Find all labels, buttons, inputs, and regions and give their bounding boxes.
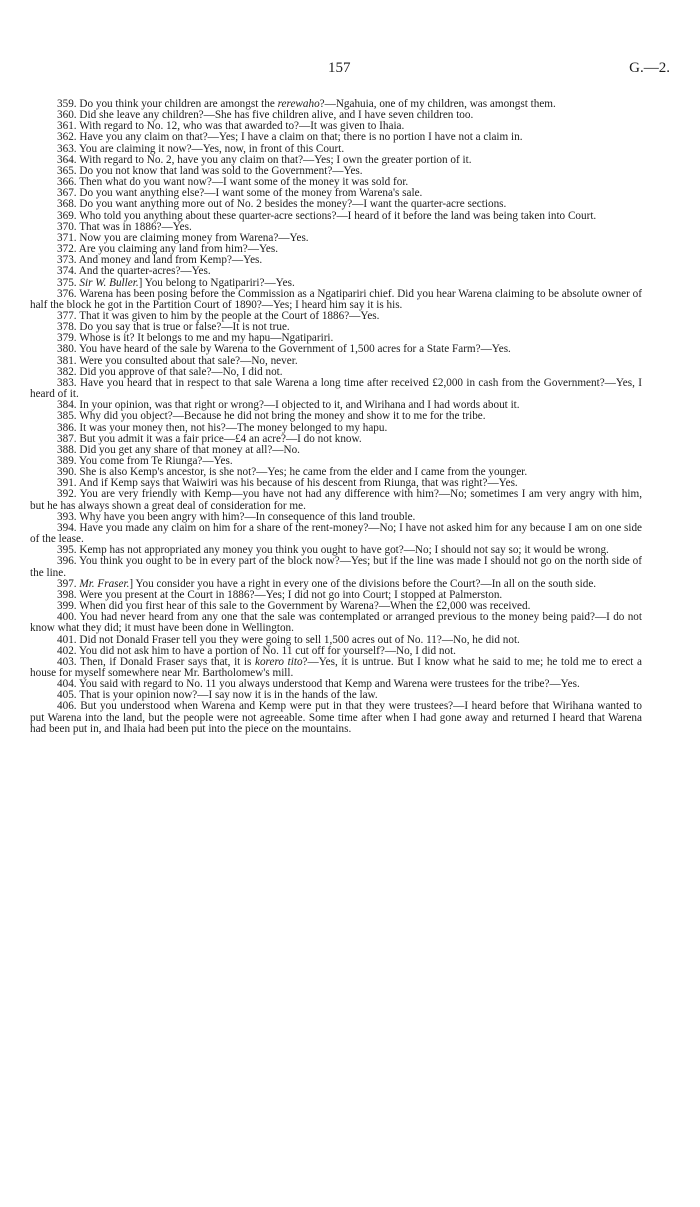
paragraph-number: 383. — [57, 376, 77, 389]
document-reference: G.—2. — [629, 60, 670, 76]
question-answer-paragraph — [30, 489, 642, 511]
paragraph-text: Were you consulted about that sale?—No, never. — [79, 354, 298, 367]
question-answer-paragraph — [30, 701, 642, 734]
paragraph-text: Do you want anything else?—I want some of the money from Warena's sale. — [79, 187, 423, 200]
paragraph-number: 403. — [57, 655, 77, 668]
paragraph-number: 402. — [57, 644, 77, 657]
paragraph-number: 360. — [57, 109, 77, 122]
paragraph-text: But you understood when Warena and Kemp were put in that they were trustees?—I heard before that Wirihana wanted to put Warena into the land, but the people were not agreeable. Some time after when I had gone away and returned I heard that Warena had been put in, and Ihaia had been put into the piece on the mountains. — [30, 700, 643, 735]
paragraph-text: Were you present at the Court in 1886?—Yes; I did not go into Court; I stopped at Palmerston. — [79, 588, 503, 601]
paragraph-text: ?—Yes, it is untrue. But I know what he said to me; he told me to erect a house for myself somewhere near Mr. Bartholomew's mill. — [30, 655, 642, 679]
question-answer-paragraph — [30, 657, 642, 679]
paragraph-text: You have heard of the sale by Warena to the Government of 1,500 acres for a State Farm?—Yes. — [78, 343, 511, 356]
paragraph-number: 399. — [57, 600, 77, 613]
paragraph-number: 371. — [57, 231, 77, 244]
paragraph-text: Have you heard that in respect to that sale Warena a long time after received £2,000 in cash from the Government?—Yes, I heard of it. — [30, 376, 642, 401]
paragraph-text: Do you not know that land was sold to the Government?—Yes. — [79, 164, 363, 177]
paragraph-text: Now you are claiming money from Warena?—Yes. — [79, 231, 309, 244]
paragraph-number: 382. — [57, 365, 77, 378]
paragraph-text: With regard to No. 12, who was that awarded to?—It was given to Ihaia. — [79, 120, 405, 133]
paragraph-text: You had never heard from any one that the sale was contemplated or arranged previous to the money being paid?—I do not know what they did; it must have been done in Wellington. — [30, 611, 642, 635]
question-answer-paragraph — [30, 612, 642, 634]
paragraph-number: 379. — [57, 332, 77, 345]
paragraph-text: Have you any claim on that?—Yes; I have a claim on that; there is no portion I have not a claim in. — [79, 131, 523, 144]
paragraph-text: Then, if Donald Fraser says that, it is — [80, 655, 255, 668]
paragraph-text: That is your opinion now?—I say now it is in the hands of the law. — [79, 689, 378, 702]
paragraph-number: 390. — [57, 466, 77, 479]
paragraph-number: 367. — [57, 187, 77, 200]
paragraph-number: 397. — [57, 577, 77, 590]
paragraph-number: 385. — [57, 410, 77, 423]
paragraph-text: Are you claiming any land from him?—Yes. — [78, 243, 279, 256]
page-number: 157 — [328, 60, 351, 76]
paragraph-number: 389. — [57, 455, 77, 467]
paragraph-text: Did you get any share of that money at all?—No. — [79, 443, 300, 456]
paragraph-number: 396. — [57, 555, 77, 568]
paragraph-text: You did not ask him to have a portion of No. 11 cut off for yourself?—No, I did not. — [78, 644, 456, 657]
italic-text: Mr. Fraser. — [79, 577, 130, 590]
paragraph-text: ?—Ngahuia, one of my children, was amongst them. — [319, 98, 556, 110]
paragraph-text: ] You consider you have a right in every one of the divisions before the Court?—In all on the south side. — [129, 577, 597, 590]
paragraph-number: 373. — [57, 254, 77, 267]
paragraph-number: 395. — [57, 544, 77, 557]
paragraph-text: That was in 1886?—Yes. — [79, 220, 192, 233]
paragraph-number: 391. — [57, 477, 77, 490]
paragraph-text: ] You belong to Ngatipariri?—Yes. — [138, 276, 295, 289]
italic-text: Sir W. Buller. — [79, 276, 139, 289]
paragraph-number: 364. — [57, 153, 77, 166]
question-answer-paragraph — [30, 556, 642, 578]
paragraph-text: With regard to No. 2, have you any claim on that?—Yes; I own the greater portion of it. — [79, 153, 472, 166]
paragraph-number: 368. — [57, 198, 77, 211]
paragraph-number: 384. — [57, 399, 77, 412]
paragraph-text: Do you say that is true or false?—It is not true. — [79, 321, 290, 334]
paragraph-text: You are claiming it now?—Yes, now, in front of this Court. — [78, 142, 345, 155]
italic-text: rerewaho — [277, 98, 320, 110]
paragraph-text: Who told you anything about these quarter-acre sections?—I heard of it before the land was being taken into Court. — [79, 209, 597, 222]
paragraph-text: You are very friendly with Kemp—you have not had any difference with him?—No; sometimes I am very angry with him, but he has always shown a great deal of consideration for me. — [30, 488, 642, 512]
paragraph-number: 362. — [57, 131, 77, 144]
paragraph-text: Have you made any claim on him for a share of the rent-money?—No; I have not asked him for any because I am on one side of the lease. — [30, 521, 643, 546]
paragraph-text: And if Kemp says that Waiwiri was his because of his descent from Riunga, that was right?—Yes. — [78, 477, 518, 490]
paragraph-text: In your opinion, was that right or wrong?—I objected to it, and Wirihana and I had words about it. — [79, 399, 520, 412]
paragraph-text: Why did you object?—Because he did not bring the money and show it to me for the tribe. — [79, 410, 486, 423]
paragraph-number: 405. — [57, 689, 77, 702]
paragraph-text: Warena has been posing before the Commission as a Ngatipariri chief. Did you hear Warena claiming to be absolute owner of half the block he got in the Partition Court of 1890?—Yes; I heard him say it is his. — [30, 287, 642, 311]
question-answer-paragraph — [30, 523, 642, 545]
paragraph-number: 380. — [57, 343, 77, 356]
paragraph-text: You come from Te Riunga?—Yes. — [78, 455, 233, 467]
paragraph-number: 377. — [57, 309, 77, 322]
paragraph-text: You said with regard to No. 11 you always understood that Kemp and Warena were trustees for the tribe?—Yes. — [78, 678, 580, 691]
paragraph-text: Why have you been angry with him?—In consequence of this land trouble. — [79, 510, 416, 523]
body-text — [30, 99, 642, 735]
paragraph-number: 388. — [57, 443, 77, 456]
paragraph-text: Whose is it? It belongs to me and my hapu—Ngatipariri. — [79, 332, 334, 345]
question-answer-paragraph — [30, 378, 642, 400]
paragraph-text: It was your money then, not his?—The money belonged to my hapu. — [79, 421, 388, 434]
italic-text: korero tito — [255, 655, 303, 668]
paragraph-text: You think you ought to be in every part of the block now?—Yes; but if the line was made I should not go on the north side of the line. — [30, 555, 642, 579]
paragraph-number: 401. — [57, 633, 77, 646]
paragraph-number: 369. — [57, 209, 77, 222]
paragraph-text: And money and land from Kemp?—Yes. — [78, 254, 263, 267]
paragraph-number: 372. — [57, 243, 77, 256]
paragraph-number: 398. — [57, 588, 77, 601]
paragraph-number: 393. — [57, 510, 77, 523]
paragraph-number: 392. — [57, 488, 77, 501]
paragraph-number: 363. — [57, 142, 77, 155]
paragraph-number: 366. — [57, 176, 77, 189]
paragraph-text: She is also Kemp's ancestor, is she not?—Yes; he came from the elder and I came from the younger. — [79, 466, 528, 479]
paragraph-text: And the quarter-acres?—Yes. — [78, 265, 211, 278]
paragraph-number: 386. — [57, 421, 77, 434]
paragraph-text: Did she leave any children?—She has five children alive, and I have seven children too. — [79, 109, 474, 122]
paragraph-text: But you admit it was a fair price—£4 an acre?—I do not know. — [79, 432, 362, 445]
question-answer-paragraph — [30, 289, 642, 311]
paragraph-number: 404. — [57, 678, 77, 691]
paragraph-number: 365. — [57, 164, 77, 177]
paragraph-number: 375. — [57, 276, 77, 289]
paragraph-text: That it was given to him by the people at the Court of 1886?—Yes. — [79, 309, 380, 322]
paragraph-number: 359. — [57, 98, 77, 110]
paragraph-text: Do you want anything more out of No. 2 besides the money?—I want the quarter-acre sections. — [79, 198, 507, 211]
paragraph-text: Do you think your children are amongst the — [79, 98, 278, 110]
paragraph-number: 361. — [57, 120, 77, 133]
paragraph-text: Kemp has not appropriated any money you think you ought to have got?—No; I should not say so; it would be wrong. — [79, 544, 609, 557]
paragraph-text: When did you first hear of this sale to the Government by Warena?—When the £2,000 was received. — [79, 600, 531, 613]
paragraph-number: 400. — [57, 611, 77, 624]
paragraph-number: 374. — [57, 265, 77, 278]
paragraph-number: 370. — [57, 220, 77, 233]
paragraph-number: 381. — [57, 354, 77, 367]
paragraph-text: Did not Donald Fraser tell you they were going to sell 1,500 acres out of No. 11?—No, he did not. — [79, 633, 520, 646]
paragraph-number: 387. — [57, 432, 77, 445]
paragraph-number: 376. — [57, 287, 77, 300]
paragraph-number: 406. — [57, 700, 77, 713]
paragraph-number: 394. — [57, 521, 77, 534]
paragraph-number: 378. — [57, 321, 77, 334]
paragraph-text: Then what do you want now?—I want some of the money it was sold for. — [79, 176, 409, 189]
paragraph-text: Did you approve of that sale?—No, I did not. — [79, 365, 283, 378]
